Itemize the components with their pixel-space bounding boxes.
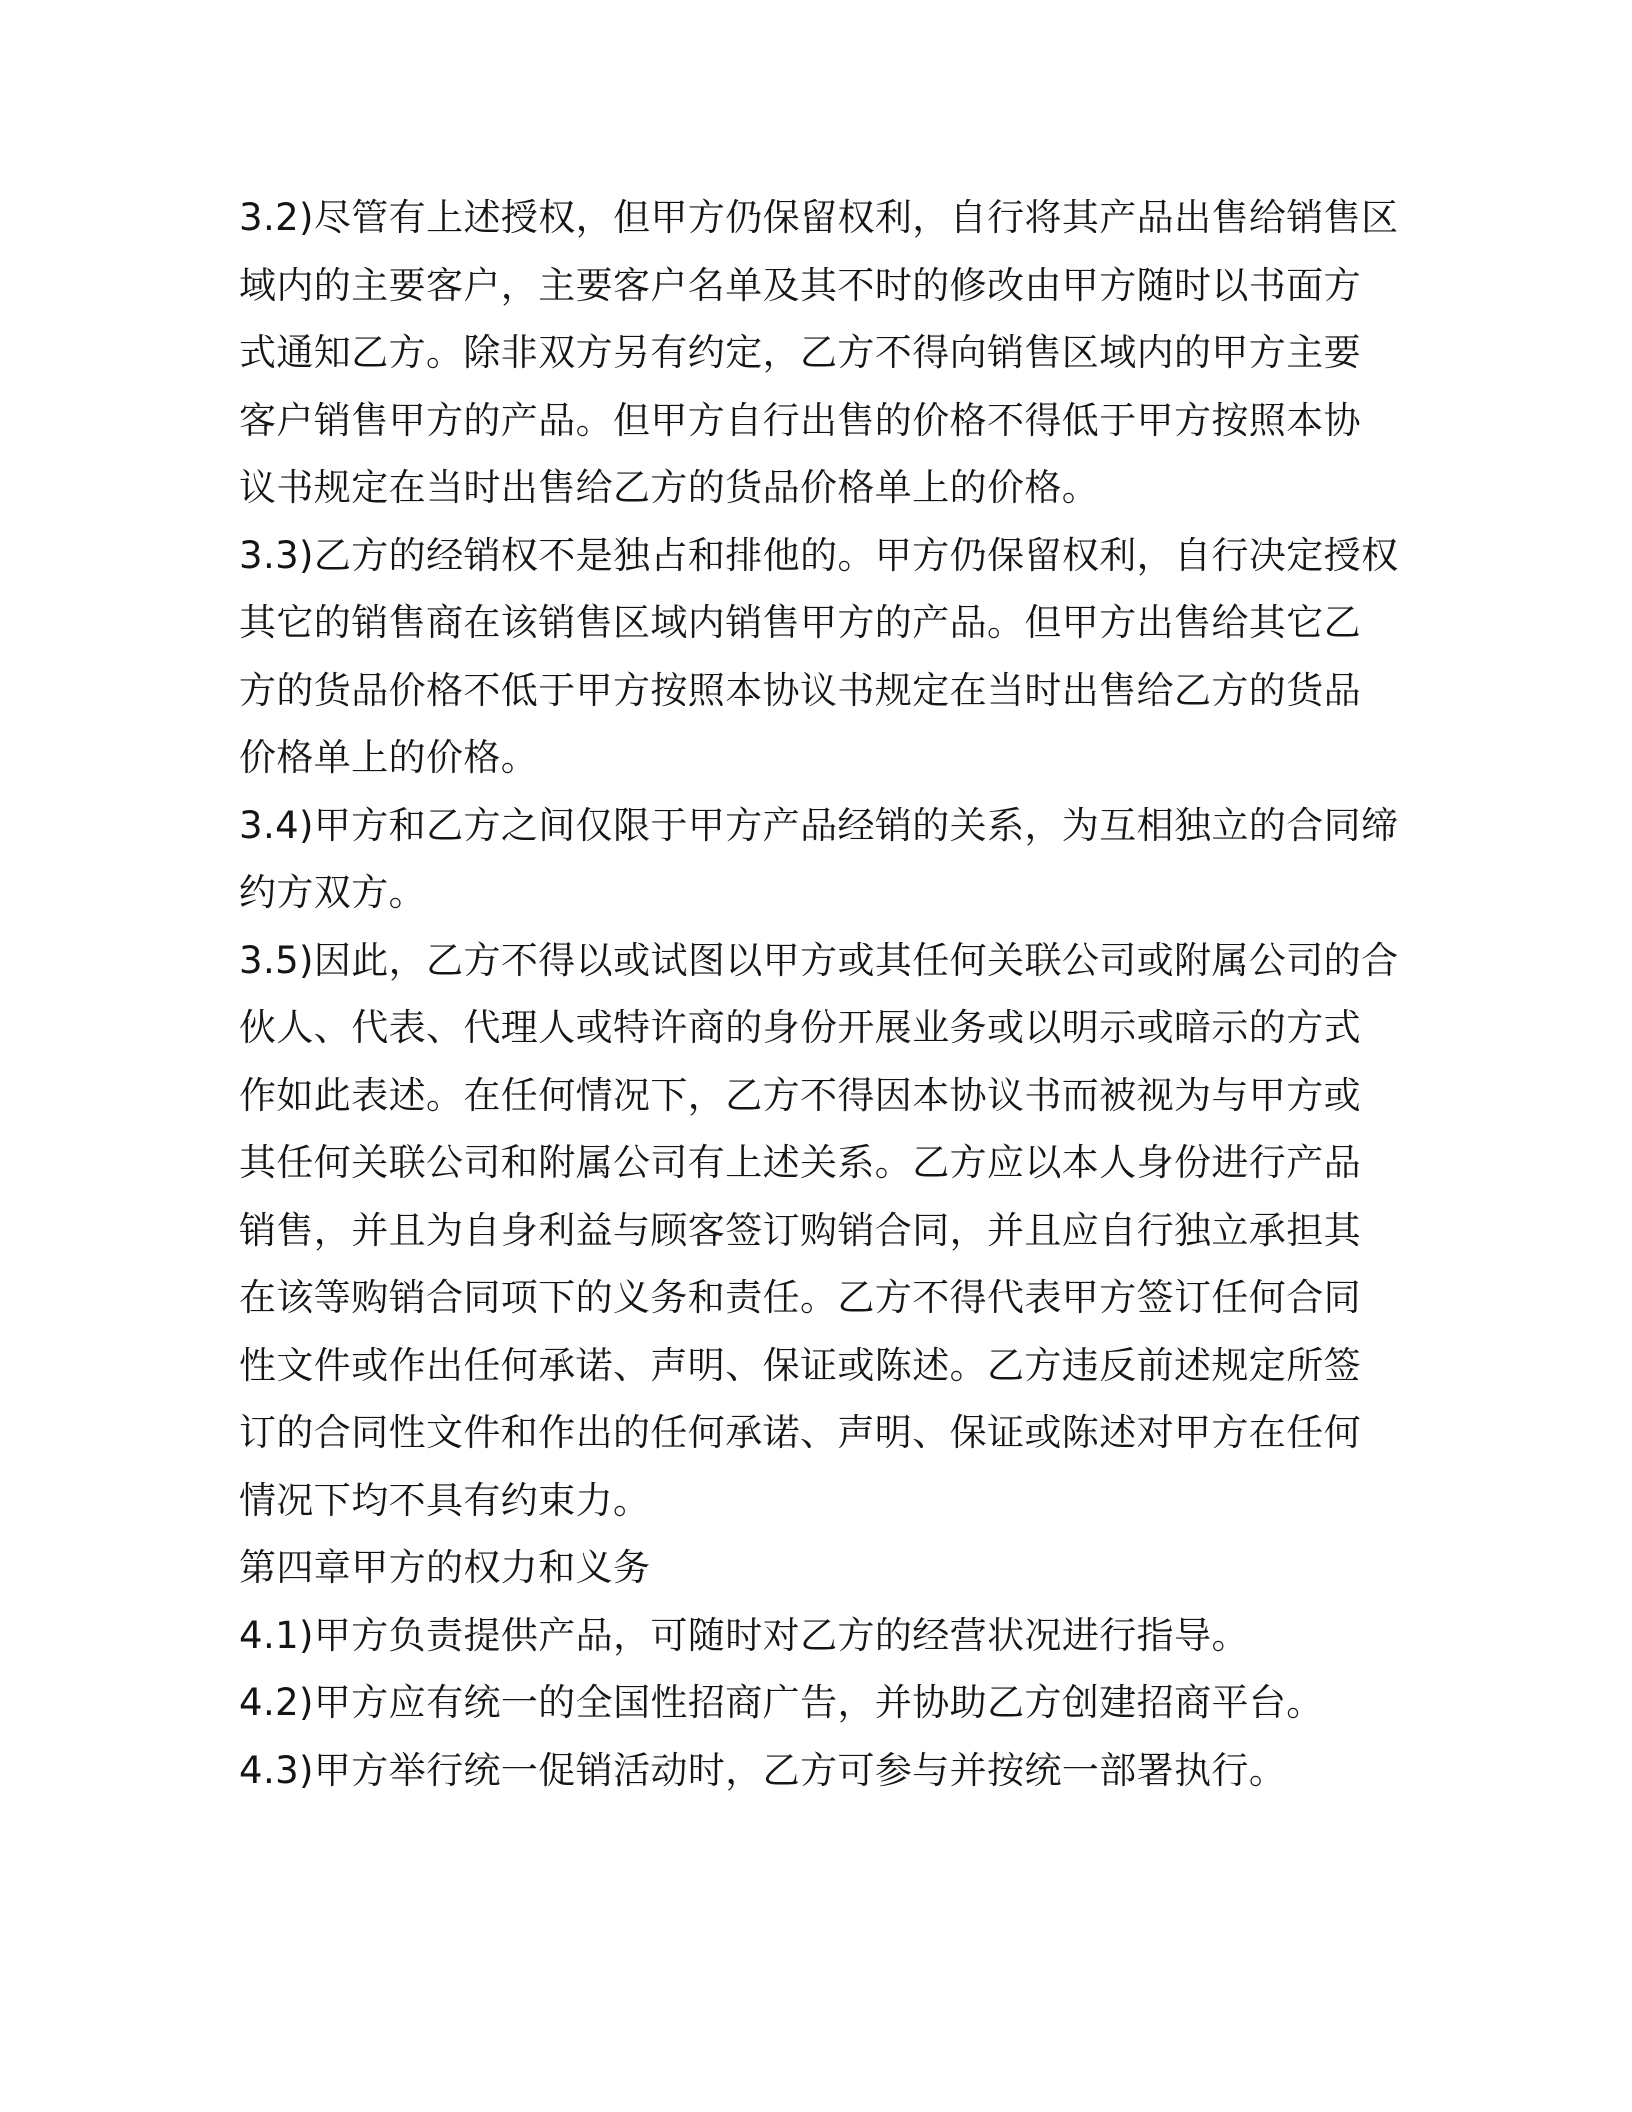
text-line: 3.5)因此，乙方不得以或试图以甲方或其任何关联公司或附属公司的合 — [239, 938, 1399, 982]
text-line: 3.2)尽管有上述授权，但甲方仍保留权利，自行将其产品出售给销售区 — [239, 196, 1399, 239]
text-line: 其任何关联公司和附属公司有上述关系。乙方应以本人身份进行产品 — [239, 1141, 1361, 1184]
text-line: 约方双方。 — [239, 871, 426, 914]
text-line: 作如此表述。在任何情况下，乙方不得因本协议书而被视为与甲方或 — [239, 1073, 1361, 1117]
text-line: 3.4)甲方和乙方之间仅限于甲方产品经销的关系，为互相独立的合同缔 — [239, 803, 1399, 847]
text-line: 价格单上的价格。 — [239, 736, 539, 779]
text-line: 在该等购销合同项下的义务和责任。乙方不得代表甲方签订任何合同 — [239, 1276, 1361, 1319]
text-line: 性文件或作出任何承诺、声明、保证或陈述。乙方违反前述规定所签 — [239, 1343, 1361, 1387]
text-line: 方的货品价格不低于甲方按照本协议书规定在当时出售给乙方的货品 — [239, 668, 1361, 712]
text-line: 客户销售甲方的产品。但甲方自行出售的价格不得低于甲方按照本协 — [239, 398, 1361, 442]
text-line: 域内的主要客户，主要客户名单及其不时的修改由甲方随时以书面方 — [239, 263, 1361, 307]
text-line: 情况下均不具有约束力。 — [239, 1478, 651, 1522]
document-body — [239, 184, 1399, 1804]
text-line: 3.3)乙方的经销权不是独占和排他的。甲方仍保留权利，自行决定授权 — [239, 533, 1399, 577]
text-line: 式通知乙方。除非双方另有约定，乙方不得向销售区域内的甲方主要 — [239, 331, 1361, 374]
text-line: 议书规定在当时出售给乙方的货品价格单上的价格。 — [239, 466, 1100, 509]
text-line: 伙人、代表、代理人或特许商的身份开展业务或以明示或暗示的方式 — [239, 1006, 1361, 1049]
text-line: 订的合同性文件和作出的任何承诺、声明、保证或陈述对甲方在任何 — [239, 1411, 1361, 1454]
text-line: 4.3)甲方举行统一促销活动时，乙方可参与并按统一部署执行。 — [239, 1748, 1287, 1792]
text-line: 销售，并且为自身利益与顾客签订购销合同，并且应自行独立承担其 — [239, 1208, 1361, 1252]
text-line: 4.2)甲方应有统一的全国性招商广告，并协助乙方创建招商平台。 — [239, 1681, 1324, 1724]
text-line: 4.1)甲方负责提供产品，可随时对乙方的经营状况进行指导。 — [239, 1613, 1249, 1657]
chapter-heading: 第四章甲方的权力和义务 — [239, 1546, 651, 1589]
text-line: 其它的销售商在该销售区域内销售甲方的产品。但甲方出售给其它乙 — [239, 601, 1361, 644]
